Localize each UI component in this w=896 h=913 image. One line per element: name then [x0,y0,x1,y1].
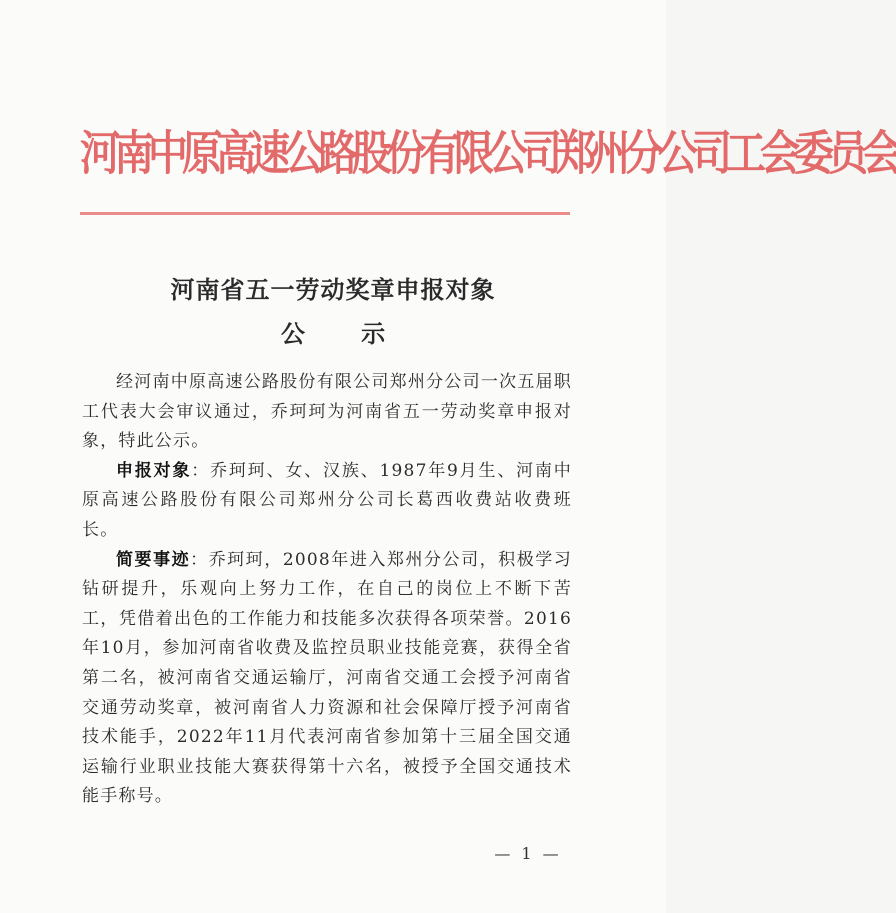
deeds-paragraph [82,546,572,812]
applicant-label: 申报对象 [116,460,192,481]
red-divider-line [80,212,570,215]
applicant-paragraph [82,457,572,546]
deeds-text: ：乔珂珂，2008年进入郑州分公司，积极学习钻研提升，乐观向上努力工作，在自己的岗位上不断下苦工，凭借着出色的工作能力和技能多次获得各项荣誉。2016年10月，参加河南省收费及监控员职业技能竞赛，获得全省第二名，被河南省交通运输厅，河南省交通工会授予河南省交通劳动奖章，被河南省人力资源和社会保障厅授予河南省技术能手，2022年11月代表河南省参加第十三届全国交通运输行业职业技能大赛获得第十六名，被授予全国交通技术能手称号。 [82,549,572,807]
organization-header: 河南中原高速公路股份有限公司郑州分公司工会委员会 [80,125,896,182]
page-number: — 1 — [494,844,562,863]
applicant-text: ：乔珂珂、女、汉族、1987年9月生、河南中原高速公路股份有限公司郑州分公司长葛西收费站收费班长。 [82,460,572,540]
document-title: 河南省五一劳动奖章申报对象 [170,275,496,304]
intro-paragraph: 经河南中原高速公路股份有限公司郑州分公司一次五届职工代表大会审议通过，乔珂珂为河南省五一劳动奖章申报对象，特此公示。 [82,372,572,452]
document-body [82,368,572,812]
deeds-label: 简要事迹 [116,549,191,570]
document-subtitle: 公 示 [280,319,410,348]
